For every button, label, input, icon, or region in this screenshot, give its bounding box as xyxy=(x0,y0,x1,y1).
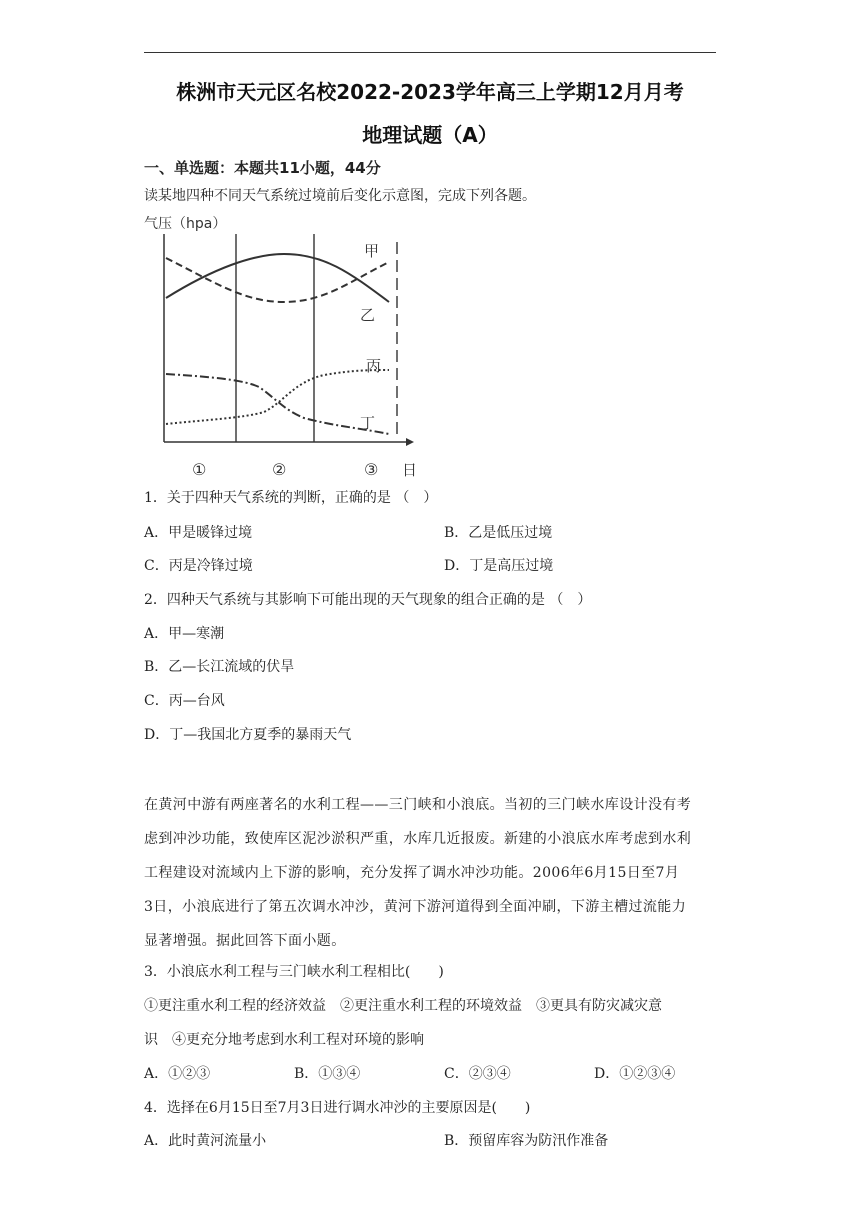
x-axis-label: 日 xyxy=(402,461,418,479)
day-mark-2: ② xyxy=(272,460,287,479)
exam-title: 株洲市天元区名校2022-2023学年高三上学期12月月考 xyxy=(176,80,684,104)
q4-option-b[interactable]: B．预留库容为防汛作准备 xyxy=(444,1133,609,1149)
pressure-change-figure xyxy=(144,212,434,482)
curve-jia xyxy=(166,254,389,302)
day-mark-3: ③ xyxy=(364,460,379,479)
label-ding: 丁 xyxy=(360,414,376,432)
q1-stem: 1．关于四种天气系统的判断，正确的是 （ ） xyxy=(144,490,438,506)
q2-option-b[interactable]: B．乙—长江流域的伏旱 xyxy=(144,659,295,675)
passage-line: 虑到冲沙功能，致使库区泥沙淤积严重，水库几近报废。新建的小浪底水库考虑到水利 xyxy=(144,831,692,847)
passage-line: 在黄河中游有两座著名的水利工程——三门峡和小浪底。当初的三门峡水库设计没有考 xyxy=(144,797,692,813)
section-heading: 一、单选题：本题共11小题，44分 xyxy=(144,159,381,177)
passage-line: 显著增强。据此回答下面小题。 xyxy=(144,933,346,949)
x-axis-arrow xyxy=(406,438,414,446)
q4-stem: 4．选择在6月15日至7月3日进行调水冲沙的主要原因是( ) xyxy=(144,1100,531,1116)
passage-line: 3日，小浪底进行了第五次调水冲沙，黄河下游河道得到全面冲刷，下游主槽过流能力 xyxy=(144,899,687,915)
q3-option-a[interactable]: A．①②③ xyxy=(144,1066,211,1082)
label-jia: 甲 xyxy=(364,242,380,260)
curve-bing xyxy=(166,370,389,424)
q2-stem: 2．四种天气系统与其影响下可能出现的天气现象的组合正确的是 （ ） xyxy=(144,592,592,608)
q3-option-b[interactable]: B．①③④ xyxy=(294,1066,361,1082)
day-mark-1: ① xyxy=(192,460,207,479)
q3-option-d[interactable]: D．①②③④ xyxy=(594,1066,676,1082)
q3-statements: ①更注重水利工程的经济效益 ②更注重水利工程的环境效益 ③更具有防灾减灾意 xyxy=(144,998,662,1014)
q2-option-c[interactable]: C．丙—台风 xyxy=(144,693,225,709)
q3-statements-cont: 识 ④更充分地考虑到水利工程对环境的影响 xyxy=(144,1032,424,1048)
label-yi: 乙 xyxy=(360,306,376,324)
label-bing: 丙 xyxy=(366,357,382,375)
y-axis-label: 气压（hpa） xyxy=(144,216,227,232)
q1-option-b[interactable]: B．乙是低压过境 xyxy=(444,525,553,541)
header-rule xyxy=(144,52,716,53)
q2-option-d[interactable]: D．丁—我国北方夏季的暴雨天气 xyxy=(144,727,352,743)
q1-option-d[interactable]: D．丁是高压过境 xyxy=(444,558,554,574)
passage-line: 工程建设对流域内上下游的影响，充分发挥了调水冲沙功能。2006年6月15日至7月 xyxy=(144,865,680,881)
q3-stem: 3．小浪底水利工程与三门峡水利工程相比( ) xyxy=(144,964,444,980)
q1-option-a[interactable]: A．甲是暖锋过境 xyxy=(144,525,253,541)
q2-option-a[interactable]: A．甲—寒潮 xyxy=(144,626,225,642)
q3-option-c[interactable]: C．②③④ xyxy=(444,1066,511,1082)
exam-subtitle: 地理试题（A） xyxy=(362,123,498,147)
q4-option-a[interactable]: A．此时黄河流量小 xyxy=(144,1133,267,1149)
q1-option-c[interactable]: C．丙是冷锋过境 xyxy=(144,558,253,574)
section-intro: 读某地四种不同天气系统过境前后变化示意图，完成下列各题。 xyxy=(144,188,536,204)
